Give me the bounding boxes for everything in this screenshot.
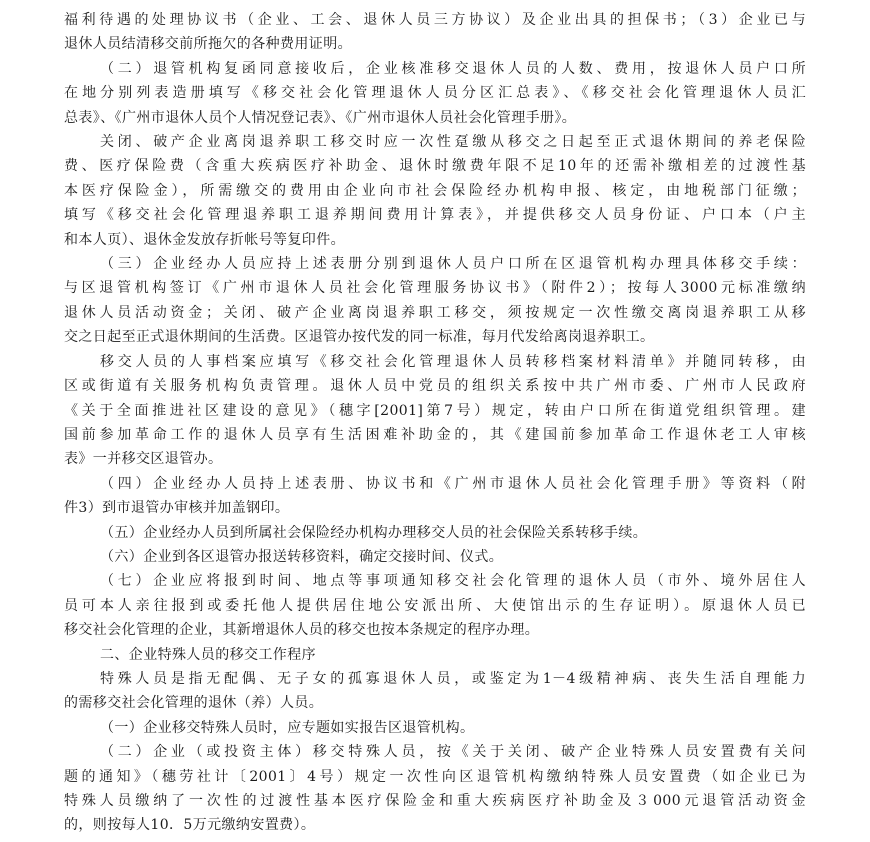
document-page: [64, 8, 806, 838]
text-line: 特殊人员是指无配偶、无子女的孤寡退休人员，或鉴定为1－4级精神病、丧失生活自理能力: [100, 670, 806, 687]
text-line: （三）企业经办人员应持上述表册分别到退休人员户口所在区退管机构办理具体移交手续：: [100, 256, 806, 273]
text-line: （五）企业经办人员到所属社会保险经办机构办理移交人员的社会保险关系转移手续。: [100, 524, 648, 541]
text-line: 件3）到市退管办审核并加盖钢印。: [64, 500, 290, 517]
text-line: 题的通知》（穗劳社计〔2001〕4号）规定一次性向区退管机构缴纳特殊人员安置费（如企业已为: [64, 768, 806, 785]
text-line: 交之日起至正式退休期间的生活费。区退管办按代发的同一标准，每月代发给离岗退养职工。: [64, 329, 655, 346]
text-line: 与区退管机构签订《广州市退休人员社会化管理服务协议书》（附件2）；按每人3000元标准缴纳: [64, 280, 806, 297]
paragraph: [64, 130, 806, 252]
text-line: 的，则按每人10．5万元缴纳安置费）。: [64, 817, 316, 834]
text-line: 的需移交社会化管理的退休（养）人员。: [64, 695, 324, 712]
text-line: （七）企业应将报到时间、地点等事项通知移交社会化管理的退休人员（市外、境外居住人: [100, 573, 806, 590]
paragraph: [64, 8, 806, 57]
text-line: 区或街道有关服务机构负责管理。退休人员中党员的组织关系按中共广州市委、广州市人民政府: [64, 378, 806, 395]
paragraph: [64, 57, 806, 130]
text-line: 福利待遇的处理协议书（企业、工会、退休人员三方协议）及企业出具的担保书；（3）企业已与: [64, 12, 806, 28]
paragraph: [64, 716, 806, 740]
text-line: （二）企业（或投资主体）移交特殊人员，按《关于关闭、破产企业特殊人员安置费有关问: [100, 744, 806, 761]
text-line: 在地分别列表造册填写《移交社会化管理退休人员分区汇总表》、《移交社会化管理退休人员汇: [64, 85, 806, 102]
text-line: 特殊人员缴纳了一次性的过渡性基本医疗保险金和重大疾病医疗补助金及３000元退管活动资金: [64, 793, 806, 809]
paragraph: [64, 740, 806, 838]
paragraph: [64, 472, 806, 521]
text-line: 关闭、破产企业离岗退养职工移交时应一次性趸缴从移交之日起至正式退休期间的养老保险: [100, 134, 806, 151]
text-line: 费、医疗保险费（含重大疾病医疗补助金、退休时缴费年限不足10年的还需补缴相差的过渡性基: [64, 158, 806, 175]
paragraph: [64, 521, 806, 545]
text-line: 移交人员的人事档案应填写《移交社会化管理退休人员转移档案材料清单》并随同转移，由: [100, 353, 806, 370]
text-line: 表》一并移交区退管办。: [64, 451, 223, 468]
text-line: 国前参加革命工作的退休人员享有生活困难补助金的，其《建国前参加革命工作退休老工人审核: [64, 426, 806, 443]
text-line: 本医疗保险金），所需缴交的费用由企业向市社会保险经办机构申报、核定，由地税部门征缴；: [64, 182, 806, 199]
section-heading: [64, 643, 806, 667]
text-line: 移交社会化管理的企业，其新增退休人员的移交也按本条规定的程序办理。: [64, 622, 540, 639]
paragraph: [64, 545, 806, 569]
paragraph: [64, 569, 806, 642]
text-line: 《关于全面推进社区建设的意见》（穗字[2001]第7号）规定，转由户口所在街道党组织管理。建: [64, 402, 806, 419]
text-line: 和本人页）、退休金发放存折帐号等复印件。: [64, 231, 345, 248]
text-line: （六）企业到各区退管办报送转移资料，确定交接时间、仪式。: [100, 548, 504, 565]
text-line: 填写《移交社会化管理退养职工退养期间费用计算表》，并提供移交人员身份证、户口本（户主: [64, 207, 806, 224]
paragraph: [64, 667, 806, 716]
text-line: 总表》、《广州市退休人员个人情况登记表》、《广州市退休人员社会化管理手册》。: [64, 109, 577, 126]
text-line: （一）企业移交特殊人员时，应专题如实报告区退管机构。: [100, 719, 475, 736]
paragraph: [64, 350, 806, 472]
text-line: （二）退管机构复函同意接收后，企业核准移交退休人员的人数、费用，按退休人员户口所: [100, 60, 806, 77]
text-line: （四）企业经办人员持上述表册、协议书和《广州市退休人员社会化管理手册》等资料（附: [100, 475, 806, 492]
text-line: 退休人员活动资金；关闭、破产企业离岗退养职工移交，须按规定一次性缴交离岗退养职工从移: [64, 304, 806, 321]
text-line: 退休人员结清移交前所拖欠的各种费用证明。: [64, 36, 352, 53]
paragraph: [64, 252, 806, 350]
text-line: 员可本人亲往报到或委托他人提供居住地公安派出所、大使馆出示的生存证明）。原退休人员已: [64, 597, 806, 614]
text-line: 二、企业特殊人员的移交工作程序: [100, 646, 316, 663]
